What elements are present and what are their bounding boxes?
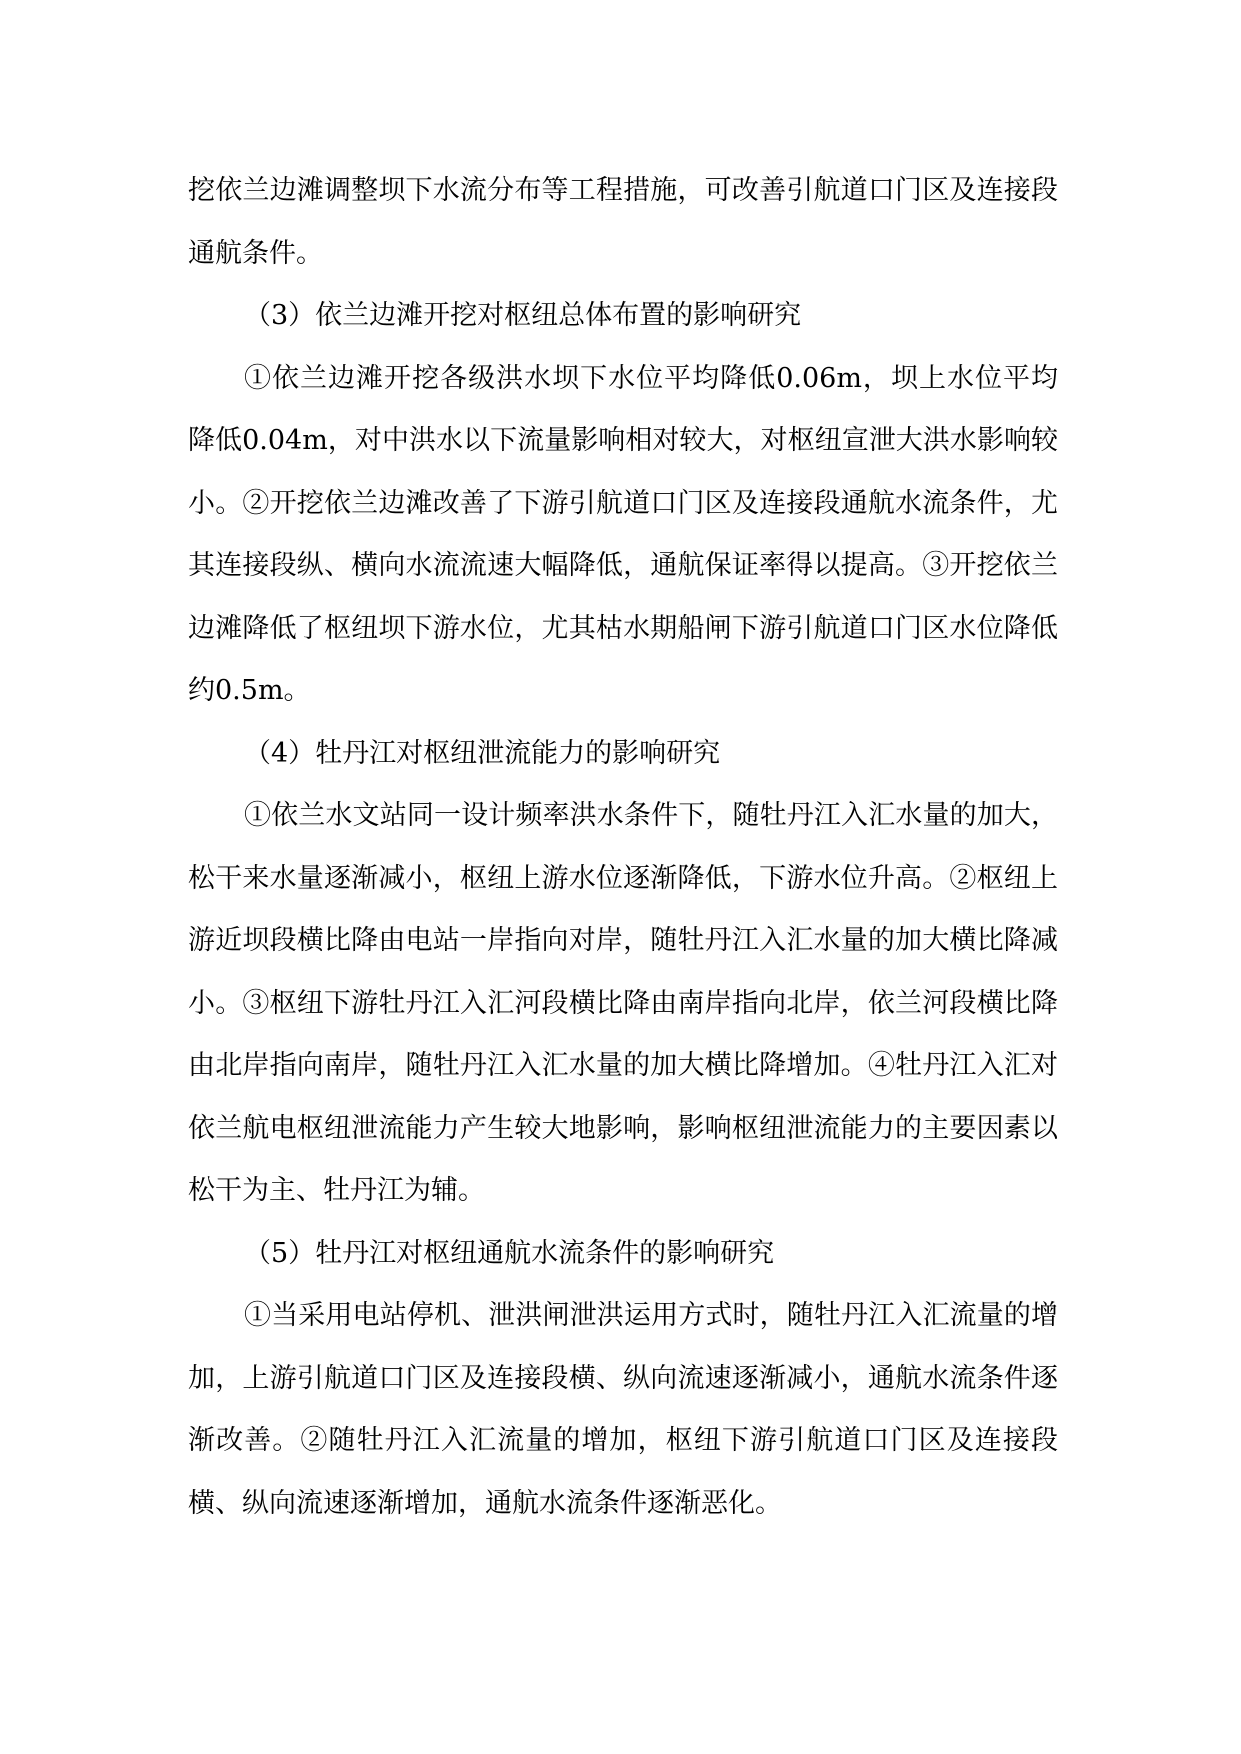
document-body: [188, 160, 1058, 1535]
paragraph-section-5: ①当采用电站停机、泄洪闸泄洪运用方式时，随牡丹江入汇流量的增加，上游引航道口门区及连接段横、纵向流速逐渐减小，通航水流条件逐渐改善。②随牡丹江入汇流量的增加，枢纽下游引航道口门区及连接段横、纵向流速逐渐增加，通航水流条件逐渐恶化。: [188, 1300, 1058, 1519]
paragraph-continuation: 挖依兰边滩调整坝下水流分布等工程措施，可改善引航道口门区及连接段通航条件。: [188, 175, 1058, 269]
section-heading-3: （3）依兰边滩开挖对枢纽总体布置的影响研究: [244, 300, 802, 331]
section-heading-5: （5）牡丹江对枢纽通航水流条件的影响研究: [244, 1237, 775, 1269]
paragraph-section-4: ①依兰水文站同一设计频率洪水条件下，随牡丹江入汇水量的加大，松干来水量逐渐减小，枢纽上游水位逐渐降低，下游水位升高。②枢纽上游近坝段横比降由电站一岸指向对岸，随牡丹江入汇水量的加大横比降减小。③枢纽下游牡丹江入汇河段横比降由南岸指向北岸，依兰河段横比降由北岸指向南岸，随牡丹江入汇水量的加大横比降增加。④牡丹江入汇对依兰航电枢纽泄流能力产生较大地影响，影响枢纽泄流能力的主要因素以松干为主、牡丹江为辅。: [188, 800, 1058, 1206]
paragraph-section-3: ①依兰边滩开挖各级洪水坝下水位平均降低0.06m，坝上水位平均降低0.04m，对中洪水以下流量影响相对较大，对枢纽宣泄大洪水影响较小。②开挖依兰边滩改善了下游引航道口门区及连接段通航水流条件，尤其连接段纵、横向水流流速大幅降低，通航保证率得以提高。③开挖依兰边滩降低了枢纽坝下游水位，尤其枯水期船闸下游引航道口门区水位降低约0.5m。: [188, 362, 1058, 706]
section-heading-4: （4）牡丹江对枢纽泄流能力的影响研究: [244, 737, 721, 769]
